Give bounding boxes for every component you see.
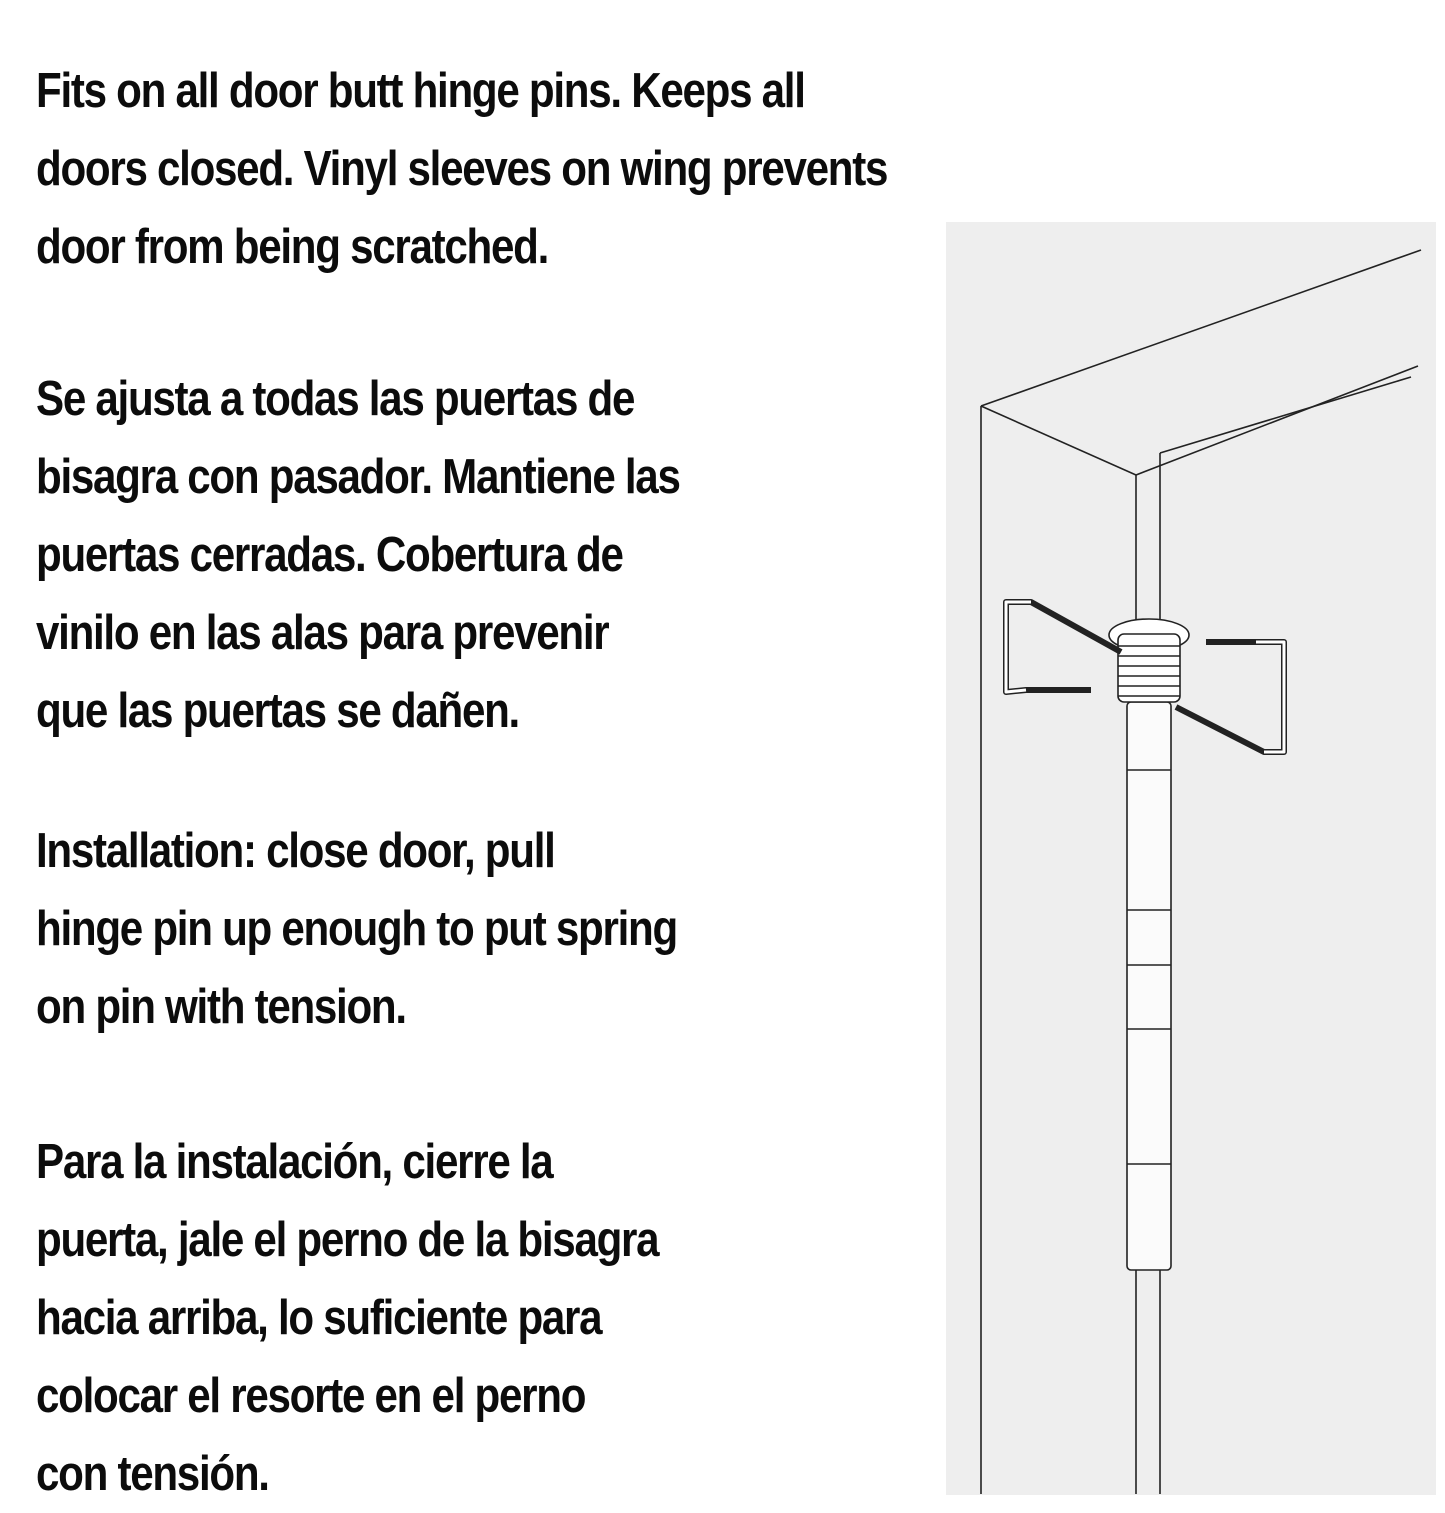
text-line: vinilo en las alas para prevenir <box>36 606 609 660</box>
text-line: door from being scratched. <box>36 220 549 274</box>
hinge-spring-illustration <box>946 222 1436 1495</box>
text-line: doors closed. Vinyl sleeves on wing prevents <box>36 142 888 196</box>
text-line: hinge pin up enough to put spring <box>36 902 677 956</box>
text-line: hacia arriba, lo suficiente para <box>36 1291 602 1345</box>
text-line: Installation: close door, pull <box>36 824 555 878</box>
description-english <box>36 52 887 286</box>
description-spanish <box>36 360 680 750</box>
installation-spanish <box>36 1123 658 1513</box>
text-line: colocar el resorte en el perno <box>36 1369 586 1423</box>
text-line: bisagra con pasador. Mantiene las <box>36 450 680 504</box>
text-line: que las puertas se dañen. <box>36 684 519 738</box>
text-line: Para la instalación, cierre la <box>36 1135 553 1189</box>
spring-coil <box>1109 619 1189 702</box>
text-line: puertas cerradas. Cobertura de <box>36 528 623 582</box>
text-line: Fits on all door butt hinge pins. Keeps all <box>36 64 805 118</box>
text-line: Se ajusta a todas las puertas de <box>36 372 635 426</box>
right-spring-wing <box>1176 642 1284 752</box>
text-line: puerta, jale el perno de la bisagra <box>36 1213 659 1267</box>
installation-english <box>36 812 677 1046</box>
text-line: con tensión. <box>36 1447 269 1501</box>
door-frame-diagram-icon <box>946 222 1436 1495</box>
left-spring-wing <box>1006 602 1121 692</box>
text-line: on pin with tension. <box>36 980 406 1034</box>
hinge-barrel <box>1127 702 1171 1270</box>
